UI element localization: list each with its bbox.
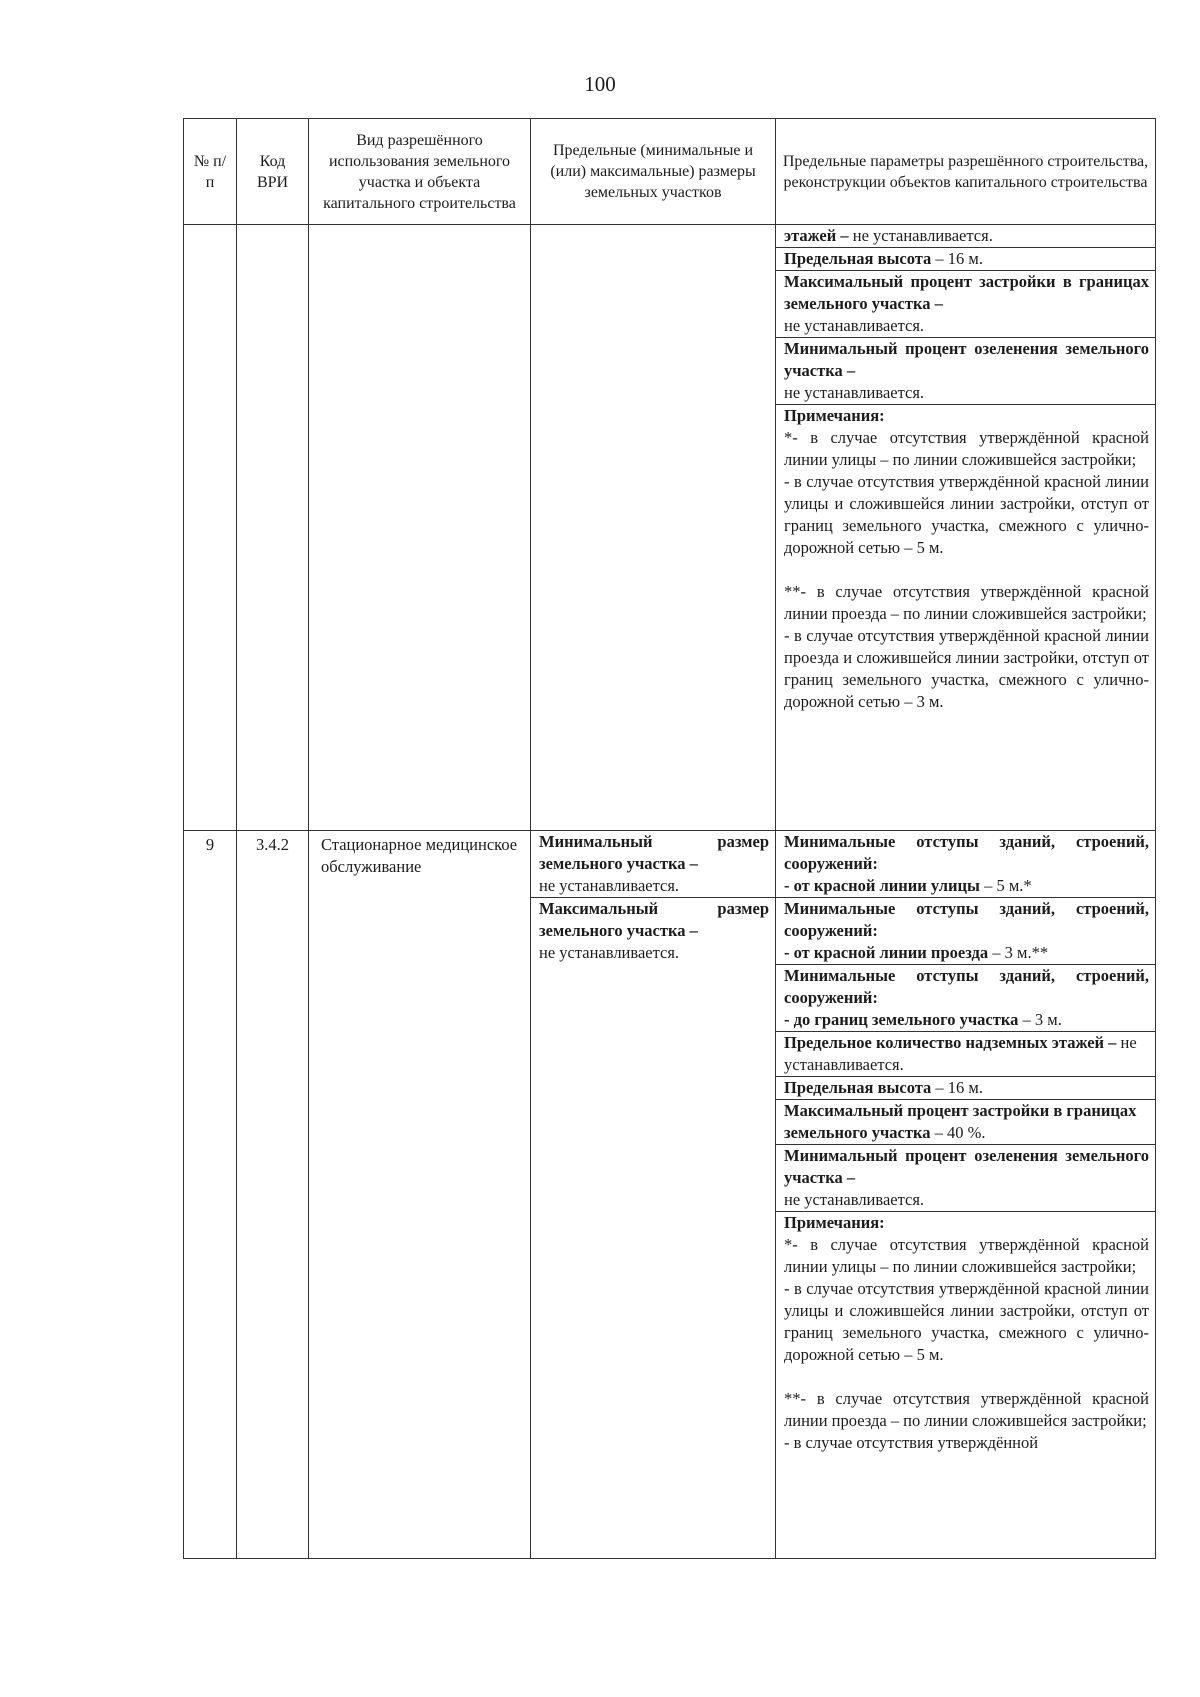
param-floors: Предельное количество надземных этажей – не устанавливается. [776, 1032, 1155, 1077]
cell-code-empty [237, 225, 309, 831]
param-setback-boundary: Минимальные отступы зданий, строений, сооружений: - до границ земельного участка – 3 м. [776, 965, 1155, 1032]
zoning-parameters-table [183, 118, 1156, 1559]
param-build-percent: Максимальный процент застройки в границах земельного участка – 40 %. [776, 1100, 1155, 1145]
cell-num-empty [184, 225, 237, 831]
cell-sizes-empty [531, 225, 776, 831]
max-land-size: Максимальный размер земельного участка – не устанавливается. [539, 899, 769, 962]
cell-vri: Стационарное медицинское обслуживание [309, 831, 531, 1559]
param-setback-street: Минимальные отступы зданий, строений, сооружений: - от красной линии улицы – 5 м.* [776, 831, 1155, 898]
param-height: Предельная высота – 16 м. [776, 1077, 1155, 1100]
cell-params [776, 831, 1156, 1559]
cell-params-prev [776, 225, 1156, 831]
param-notes: Примечания: *- в случае отсутствия утверждённой красной линии улицы – по линии сложившейся застройки; - в случае отсутствия утверждённой красной линии улицы и сложившейся линии застройки, отступ от границ земельного участка, смежного с улично-дорожной сетью – 5 м. **- в случае отсутствия утверждённой красной линии проезда – по линии сложившейся застройки; - в случае отсутствия утверждённой [784, 1213, 1149, 1452]
header-vri: Вид разрешённого использования земельного участка и объекта капитального строительства [309, 119, 531, 225]
cell-num: 9 [184, 831, 237, 1559]
header-num: № п/п [184, 119, 237, 225]
param-setback-passage: Минимальные отступы зданий, строений, сооружений: - от красной линии проезда – 3 м.** [776, 898, 1155, 965]
header-sizes: Предельные (минимальные и (или) максимальные) размеры земельных участков [531, 119, 776, 225]
table-row-9 [184, 831, 1156, 1559]
param-notes: Примечания: *- в случае отсутствия утверждённой красной линии улицы – по линии сложившейся застройки; - в случае отсутствия утверждённой красной линии улицы и сложившейся линии застройки, отступ от границ земельного участка, смежного с улично-дорожной сетью – 5 м. **- в случае отсутствия утверждённой красной линии проезда – по линии сложившейся застройки; - в случае отсутствия утверждённой красной линии проезда и сложившейся линии застройки, отступ от границ земельного участка, смежного с улично-дорожной сетью – 3 м. [784, 406, 1149, 711]
param-green-percent: Минимальный процент озеленения земельного участка – не устанавливается. [776, 1145, 1155, 1212]
header-params: Предельные параметры разрешённого строительства, реконструкции объектов капитального строительства [776, 119, 1156, 225]
table-row-continued [184, 225, 1156, 831]
cell-code: 3.4.2 [237, 831, 309, 1559]
param-green-percent: Минимальный процент озеленения земельного участка – не устанавливается. [776, 338, 1155, 405]
min-land-size: Минимальный размер земельного участка – не устанавливается. [531, 831, 775, 898]
param-floors: этажей – не устанавливается. [776, 225, 1155, 248]
cell-sizes [531, 831, 776, 1559]
header-code: Код ВРИ [237, 119, 309, 225]
table-header-row [184, 119, 1156, 225]
param-build-percent: Максимальный процент застройки в границах земельного участка – не устанавливается. [776, 271, 1155, 338]
param-height: Предельная высота – 16 м. [776, 248, 1155, 271]
page-number: 100 [584, 72, 616, 96]
cell-vri-empty [309, 225, 531, 831]
